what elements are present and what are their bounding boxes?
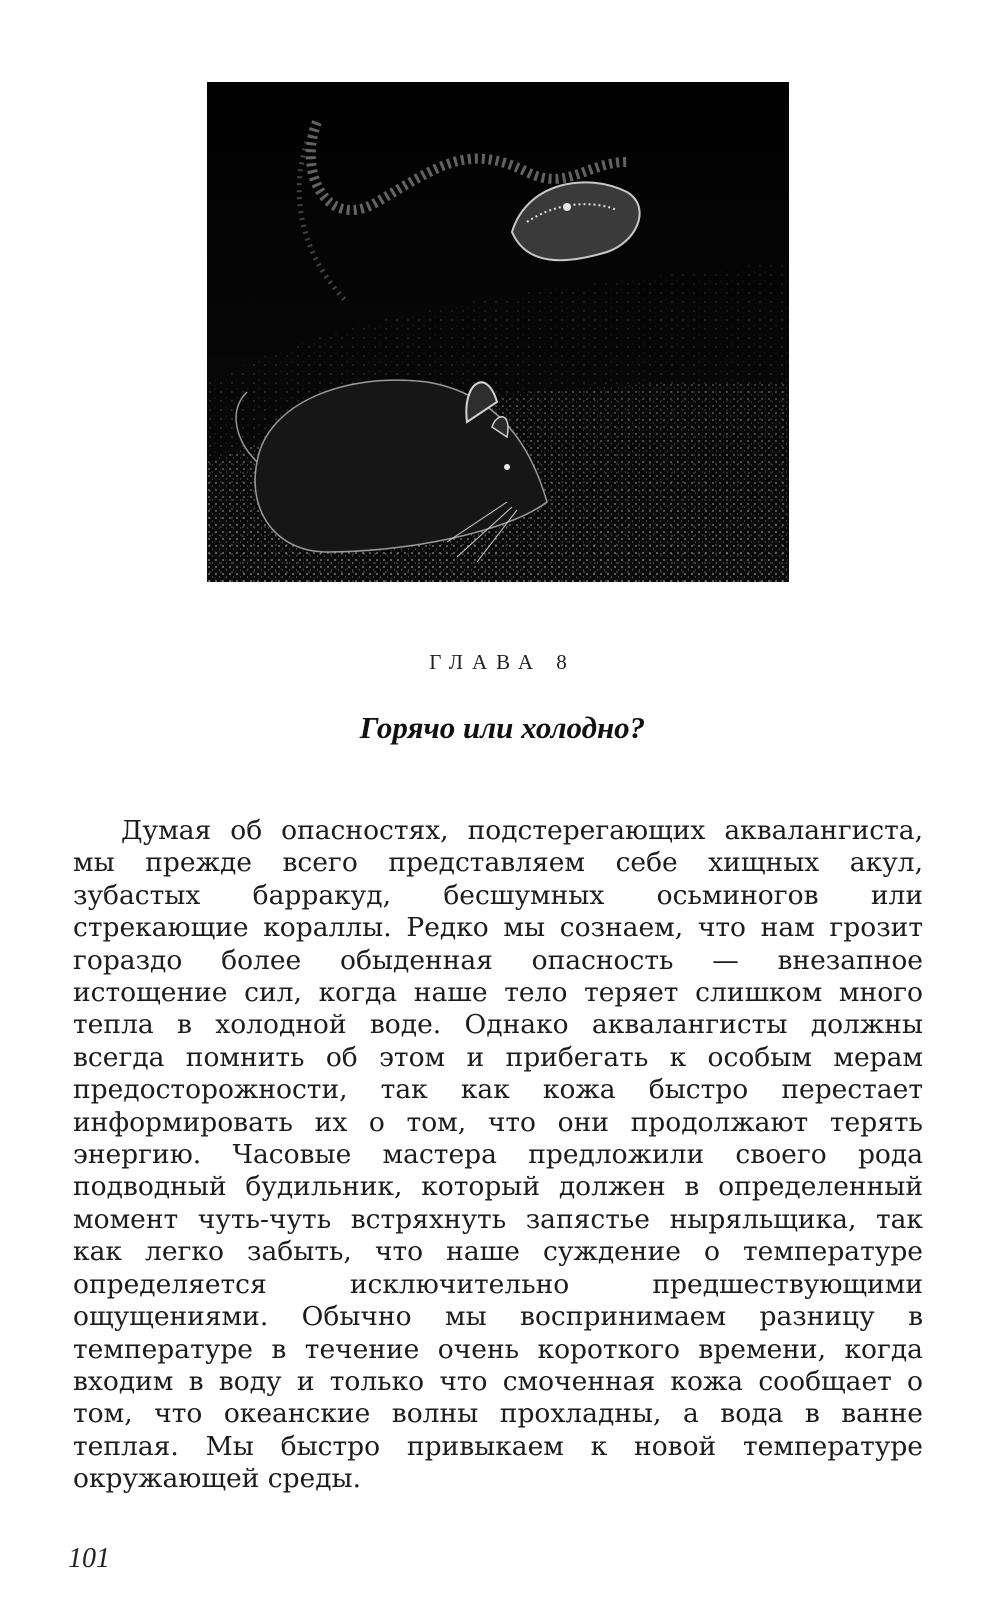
body-paragraph: Думая об опасностях, подстерегающих аквалангиста, мы прежде всего представляем себе хищных акул, зубастых барракуд, бесшумных осьминогов или стрекающие кораллы. Редко мы сознаем, что нам грозит гораздо более обыденная опасность — внезапное истощение сил, когда наше тело теряет слишком много тепла в холодной воде. Однако аквалангисты должны всегда помнить об этом и прибегать к особым мерам предосторожности, так как кожа быстро перестает информировать их о том, что они продолжают терять энергию. Часовые мастера предложили своего рода подводный будильник, который должен в определенный момент чуть-чуть встряхнуть запястье ныряльщика, так как легко забыть, что наше суждение о температуре определяется исключительно предшествующими ощущениями. Обычно мы воспринимаем разницу в температуре в течение очень короткого времени, когда входим в воду и только что смоченная кожа сообщает о том, что океанские волны прохладны, а вода в ванне теплая. Мы быстро привыкаем к новой температуре окружающей среды. <box>73 815 923 1495</box>
engraving-image <box>207 82 789 582</box>
chapter-title: Горячо или холодно? <box>359 710 646 745</box>
snake-eye <box>563 203 571 211</box>
page-number: 101 <box>68 1543 110 1574</box>
mouse-eye <box>504 464 510 470</box>
illustration-snake-mouse <box>207 82 789 582</box>
chapter-label: ГЛАВА 8 <box>429 650 576 674</box>
